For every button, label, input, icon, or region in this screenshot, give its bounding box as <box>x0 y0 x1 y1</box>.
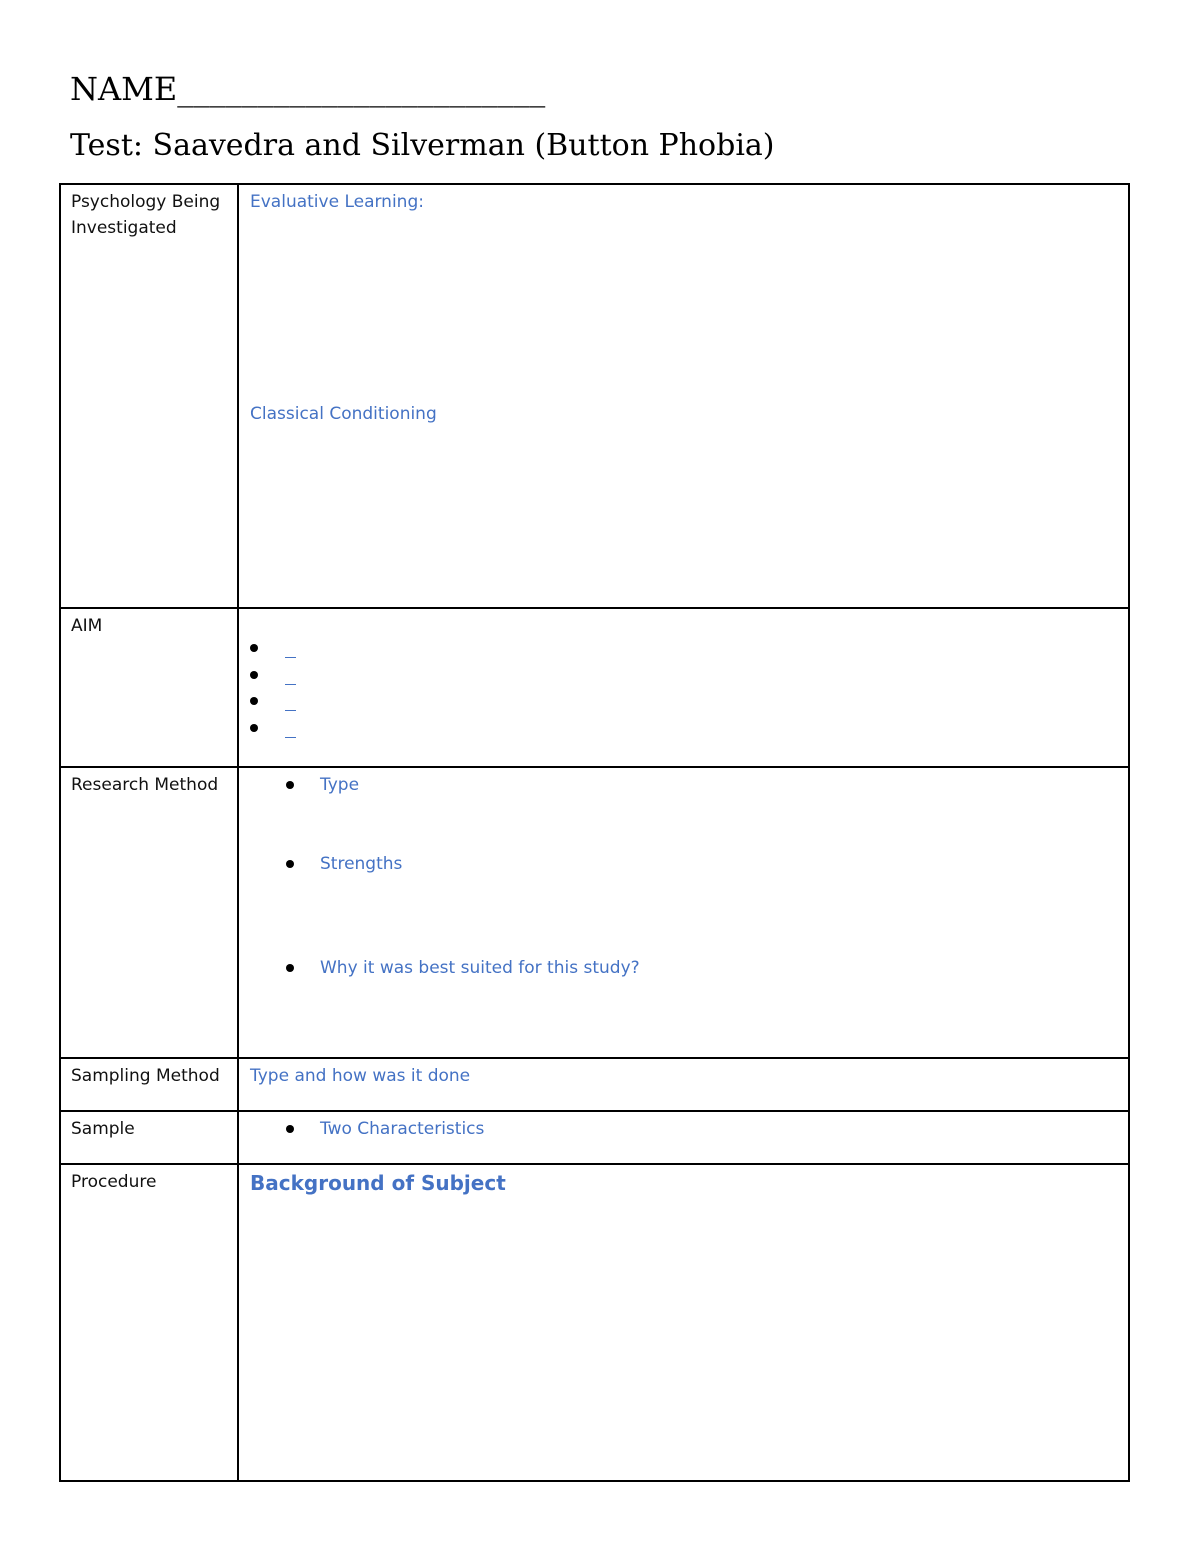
prompt-evaluative-learning: Evaluative Learning: <box>250 192 424 212</box>
research-prompt-why: Why it was best suited for this study? <box>320 958 640 978</box>
aim-blank-link[interactable] <box>285 692 296 711</box>
aim-item[interactable] <box>250 662 1118 689</box>
aim-blank-link[interactable] <box>285 666 296 685</box>
table-row-sampling-method <box>60 1058 1129 1111</box>
aim-item[interactable] <box>250 635 1118 662</box>
table-row-psychology <box>60 184 1129 608</box>
table-row-procedure <box>60 1164 1129 1481</box>
name-blank-line[interactable]: _______________________ <box>177 70 546 108</box>
research-prompt-type: Type <box>320 775 360 795</box>
research-item-strengths <box>250 851 1118 877</box>
procedure-heading: Background of Subject <box>250 1171 506 1195</box>
worksheet-table <box>59 183 1130 1482</box>
answer-cell-sampling-method[interactable] <box>238 1058 1129 1111</box>
bullet-icon <box>250 644 258 652</box>
bullet-icon <box>250 697 258 705</box>
label-procedure: Procedure <box>60 1164 238 1481</box>
answer-space-evaluative[interactable] <box>250 215 1118 401</box>
prompt-sampling-type: Type and how was it done <box>250 1066 471 1086</box>
bullet-icon <box>250 671 258 679</box>
bullet-icon <box>286 1125 294 1133</box>
research-item-type <box>250 772 1118 798</box>
aim-blank-link[interactable] <box>285 639 296 658</box>
prompt-classical-conditioning: Classical Conditioning <box>250 404 437 424</box>
label-psychology: Psychology Being Investigated <box>60 184 238 608</box>
table-row-aim <box>60 608 1129 767</box>
label-sampling-method: Sampling Method <box>60 1058 238 1111</box>
sample-item <box>250 1116 1118 1142</box>
research-prompt-strengths: Strengths <box>320 854 403 874</box>
label-aim: AIM <box>60 608 238 767</box>
aim-item[interactable] <box>250 715 1118 742</box>
answer-cell-sample[interactable] <box>238 1111 1129 1164</box>
aim-blank-link[interactable] <box>285 719 296 738</box>
research-item-why <box>250 955 1118 981</box>
answer-space-type[interactable] <box>250 798 1118 851</box>
answer-cell-aim[interactable] <box>238 608 1129 767</box>
name-field[interactable] <box>70 70 545 108</box>
table-row-sample <box>60 1111 1129 1164</box>
label-sample: Sample <box>60 1111 238 1164</box>
label-research-method: Research Method <box>60 767 238 1058</box>
bullet-icon <box>250 724 258 732</box>
name-label: NAME <box>70 70 178 108</box>
answer-cell-procedure[interactable] <box>238 1164 1129 1481</box>
aim-item[interactable] <box>250 688 1118 715</box>
bullet-icon <box>286 964 294 972</box>
aim-bullet-list <box>250 635 1118 741</box>
bullet-icon <box>286 860 294 868</box>
answer-cell-research-method[interactable] <box>238 767 1129 1058</box>
answer-space-strengths[interactable] <box>250 877 1118 955</box>
bullet-icon <box>286 781 294 789</box>
answer-cell-psychology[interactable] <box>238 184 1129 608</box>
page-title: Test: Saavedra and Silverman (Button Phobia) <box>70 128 775 163</box>
sample-prompt-characteristics: Two Characteristics <box>320 1119 485 1139</box>
table-row-research-method <box>60 767 1129 1058</box>
